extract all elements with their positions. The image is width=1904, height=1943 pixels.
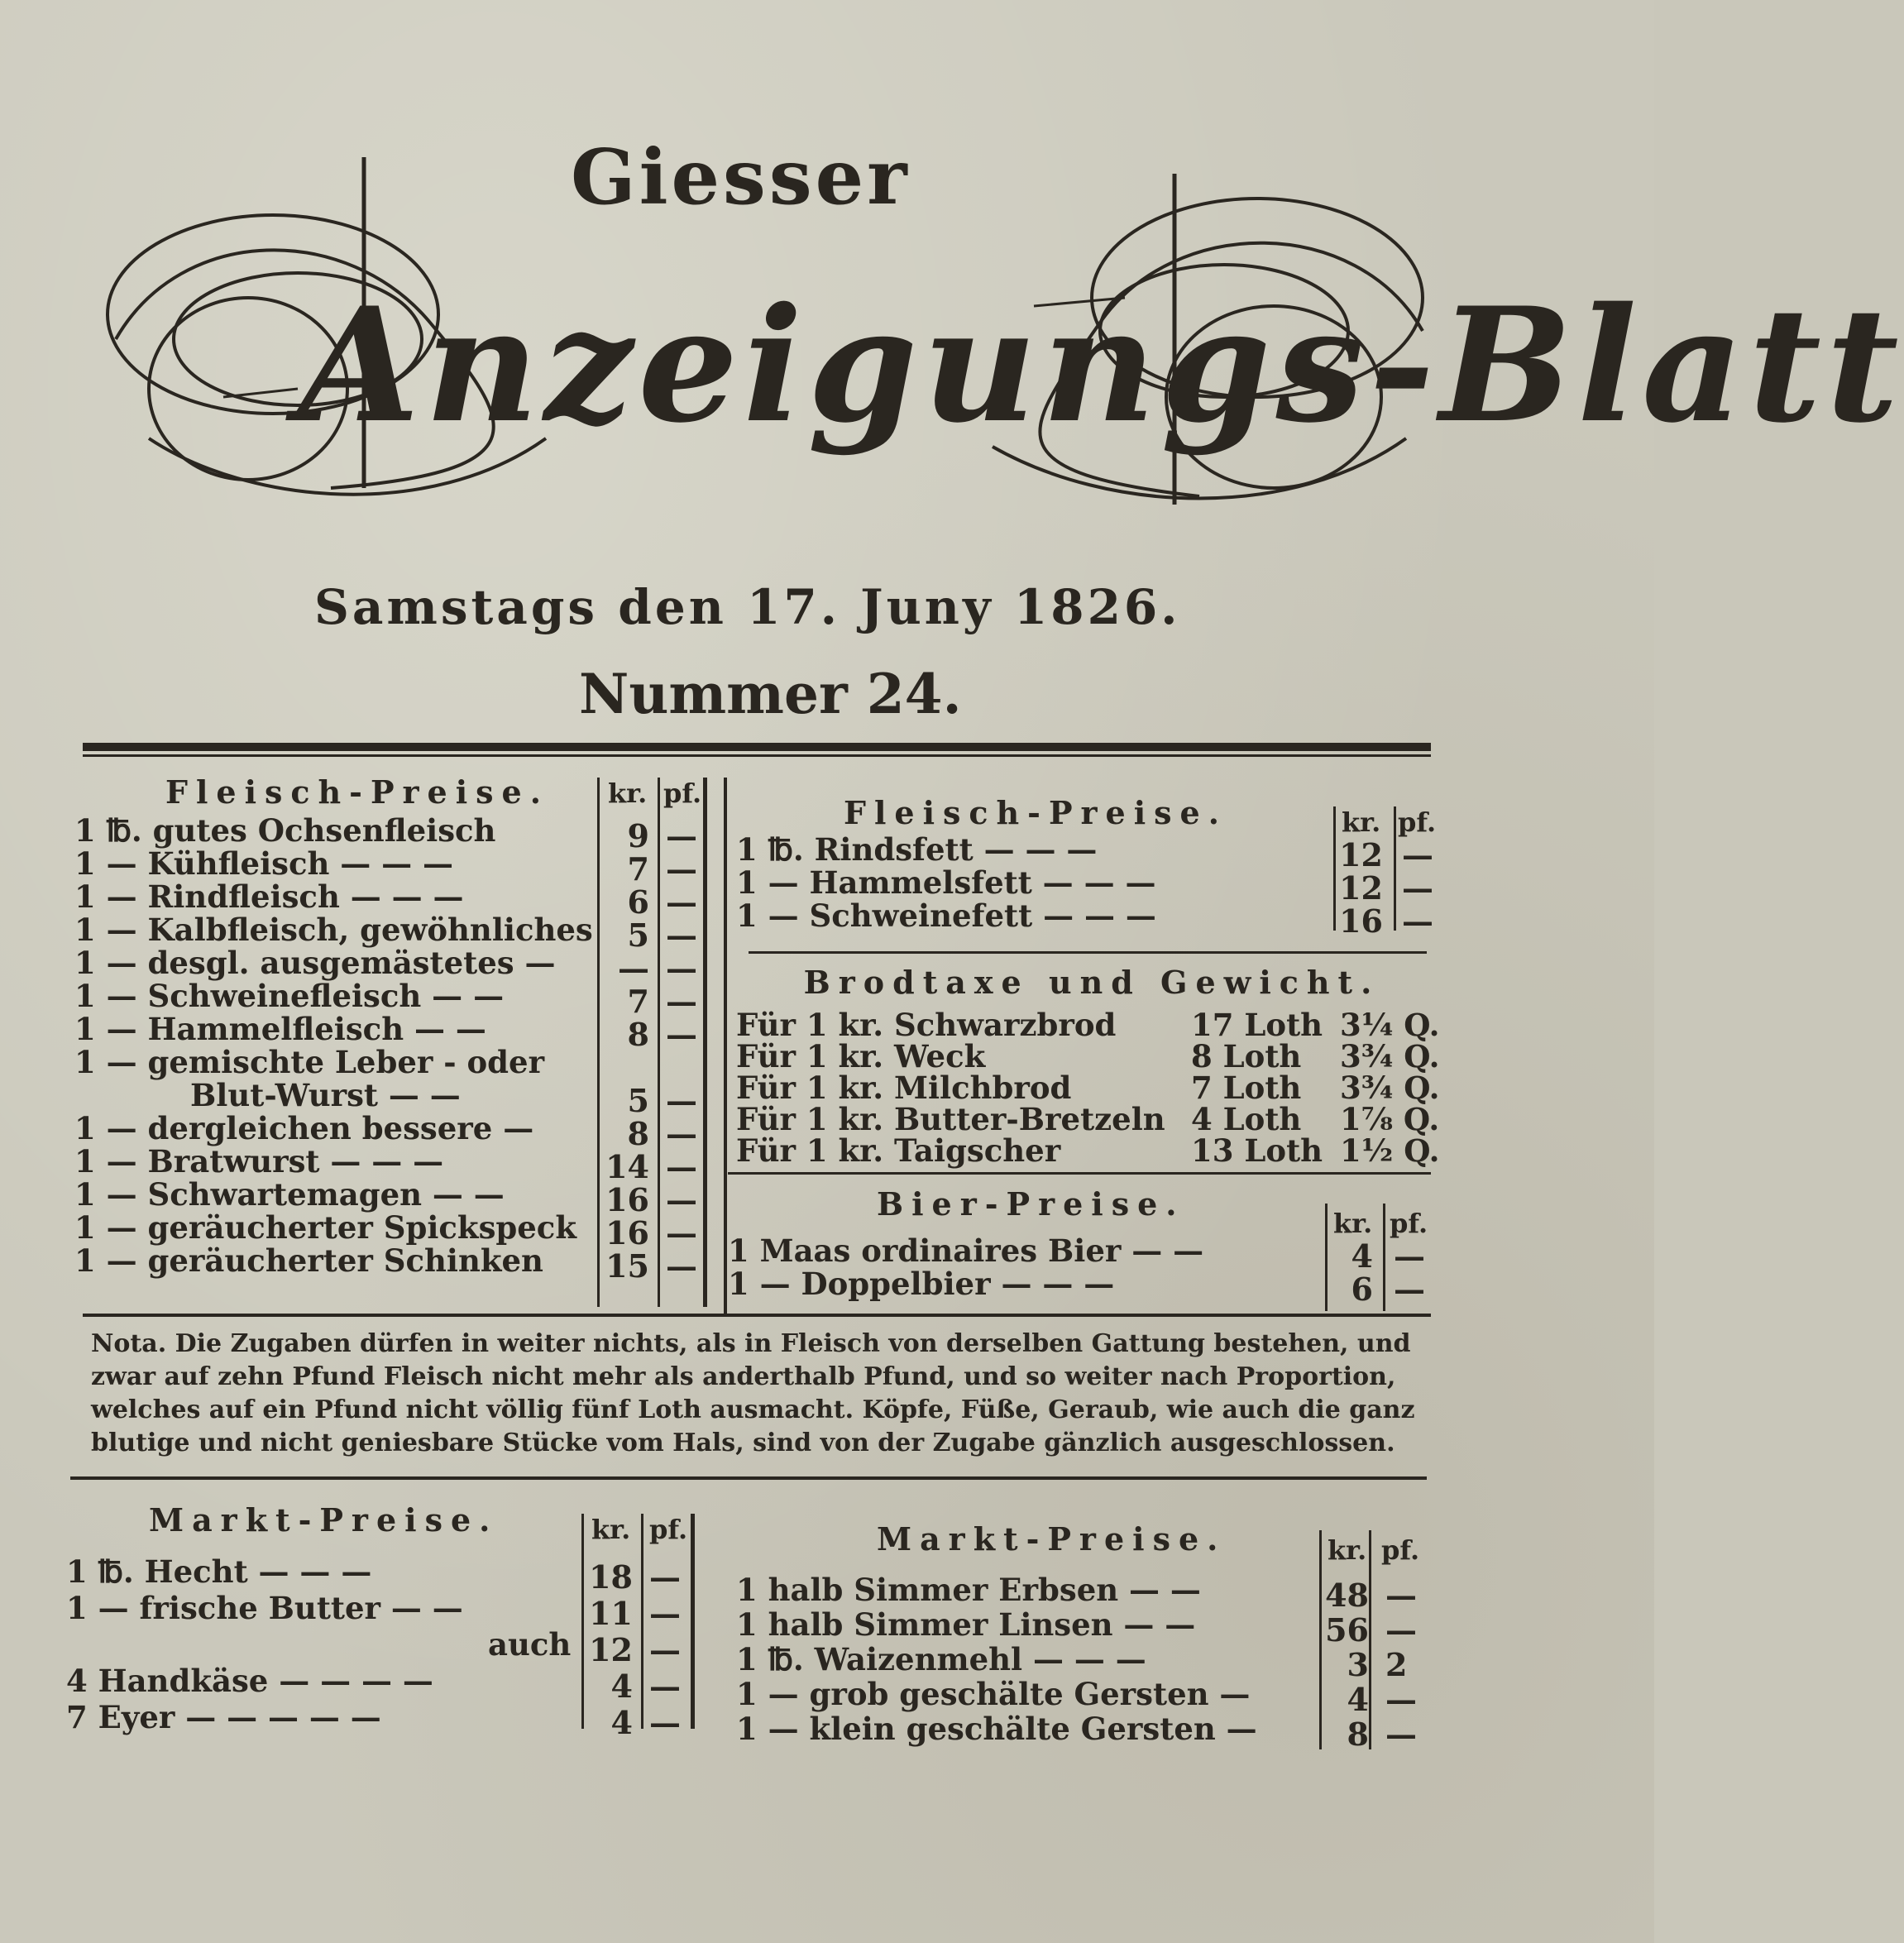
row-pf: — (649, 1668, 681, 1705)
row-label: 1 — klein geschälte Gersten — (736, 1711, 1257, 1747)
row-kr: 6 (627, 883, 649, 921)
top-rule-thin (83, 754, 1431, 757)
row-label: Für 1 kr. Butter-Bretzeln (736, 1101, 1165, 1137)
markt-left-kr-header: kr. (591, 1514, 631, 1545)
row-pf: — (666, 883, 697, 921)
left-vline-2 (658, 778, 660, 1307)
row-label: 1 ℔. Waizenmehl — — — (736, 1641, 1146, 1677)
row-label: Für 1 kr. Weck (736, 1038, 986, 1074)
row-kr: 8 (1347, 1716, 1369, 1753)
row-pf: — (666, 1115, 697, 1152)
row-weight: 17 Loth (1191, 1007, 1323, 1043)
row-label: 1 — Doppelbier — — — (728, 1266, 1115, 1302)
row-weight: 4 Loth (1191, 1101, 1302, 1137)
row-label: 7 Eyer — — — — — (66, 1699, 381, 1735)
row-pf: — (666, 850, 697, 888)
row-pf: — (1385, 1611, 1417, 1649)
row-label: Blut-Wurst — — (190, 1077, 461, 1113)
markt-right-kr-header: kr. (1328, 1534, 1367, 1566)
left-pf-header: pf. (663, 778, 702, 809)
row-label: 1 — dergleichen bessere — (74, 1110, 534, 1146)
row-kr: 7 (627, 983, 649, 1020)
row-pf: — (1394, 1237, 1425, 1275)
row-pf: — (1385, 1681, 1417, 1718)
row-kr: 5 (627, 1082, 649, 1119)
row-label: 1 ℔. gutes Ochsenfleisch (74, 812, 496, 849)
row-label: 1 — Schwartemagen — — (74, 1176, 505, 1213)
lower-rule (70, 1476, 1427, 1480)
masthead-line1: Giesser (571, 132, 911, 222)
row-pf: — (1385, 1577, 1417, 1614)
markt-left-pf-header: pf. (649, 1514, 688, 1545)
row-quentchen: 3¾ Q. (1340, 1070, 1440, 1106)
row-label: 1 ℔. Rindsfett — — — (736, 831, 1098, 868)
row-kr: 6 (1351, 1271, 1373, 1308)
row-kr: 12 (1339, 836, 1383, 873)
markt-left-vline-3 (691, 1514, 695, 1729)
row-kr: 12 (1339, 869, 1383, 907)
left-fleisch-heading: Fleisch-Preise. (165, 773, 549, 811)
row-kr: 48 (1325, 1577, 1369, 1614)
brodtaxe-rule (749, 951, 1427, 954)
row-kr: 4 (610, 1704, 633, 1741)
mid-rule (83, 1314, 1431, 1317)
row-label: 1 halb Simmer Linsen — — (736, 1606, 1196, 1643)
row-label: 1 — Hammelsfett — — — (736, 864, 1156, 901)
markt-right-heading: Markt-Preise. (877, 1520, 1227, 1558)
row-pf: — (1402, 836, 1433, 873)
row-kr: 12 (589, 1631, 633, 1668)
row-pf: — (666, 1082, 697, 1119)
nota-text: Die Zugaben dürfen in weiter nichts, als in Fleisch von derselben Gattung bestehen, und zwar auf zehn Pfund Fleisch nicht mehr als anderthalb Pfund, und so weiter nach Proportion, welches auf ein Pfund nicht völlig fünf Loth ausmacht. Köpfe, Füße, Geraub, wie auch die ganz blutige und nicht geniesbare Stücke vom Hals, sind von der Zugabe gänzlich ausgeschlossen. (91, 1329, 1415, 1457)
bier-pf-header: pf. (1390, 1208, 1428, 1239)
row-kr: 4 (610, 1668, 633, 1705)
row-pf: 2 (1385, 1646, 1408, 1683)
row-kr: 56 (1325, 1611, 1369, 1649)
row-label: 1 — Rindfleisch — — — (74, 878, 464, 915)
row-weight: 7 Loth (1191, 1070, 1302, 1106)
right-kr-header: kr. (1342, 806, 1381, 838)
row-kr: 5 (627, 916, 649, 954)
issue-number: Nummer 24. (579, 662, 962, 726)
row-quentchen: 3¼ Q. (1340, 1007, 1440, 1043)
row-label: 1 — desgl. ausgemästetes — (74, 945, 556, 981)
row-label: 4 Handkäse — — — — (66, 1663, 433, 1699)
right-top-vline-2 (1394, 806, 1396, 931)
row-quentchen: 1⅞ Q. (1340, 1101, 1440, 1137)
nota-label: Nota. (91, 1329, 167, 1358)
row-label: 1 — Bratwurst — — — (74, 1143, 444, 1180)
row-pf: — (1402, 902, 1433, 940)
right-pf-header: pf. (1398, 806, 1437, 838)
markt-left-vline-2 (641, 1514, 643, 1729)
left-vline-3 (703, 778, 707, 1307)
markt-right-pf-header: pf. (1381, 1534, 1420, 1566)
row-label: Für 1 kr. Milchbrod (736, 1070, 1072, 1106)
row-pf: — (666, 1148, 697, 1185)
center-divider (724, 778, 727, 1315)
row-pf: — (666, 950, 697, 987)
row-kr: 7 (627, 850, 649, 888)
row-label: 1 — geräucherter Schinken (74, 1242, 543, 1279)
row-label: 1 — geräucherter Spickspeck (74, 1209, 576, 1246)
row-pf: — (666, 817, 697, 854)
masthead-title: Anzeigungs-Blatt (298, 273, 1904, 457)
row-pf: — (1385, 1716, 1417, 1753)
left-kr-header: kr. (608, 778, 648, 809)
row-pf: — (649, 1558, 681, 1596)
nota-paragraph (91, 1328, 1431, 1460)
bier-rule (728, 1172, 1431, 1175)
row-pf: — (649, 1595, 681, 1632)
row-pf: — (649, 1631, 681, 1668)
row-quentchen: 1½ Q. (1340, 1132, 1440, 1169)
row-kr: 4 (1351, 1237, 1373, 1275)
row-pf: — (649, 1704, 681, 1741)
row-pf: — (666, 983, 697, 1020)
right-fleisch-heading: Fleisch-Preise. (844, 794, 1227, 831)
row-weight: 13 Loth (1191, 1132, 1323, 1169)
row-kr: 9 (627, 817, 649, 854)
row-label: Für 1 kr. Schwarzbrod (736, 1007, 1117, 1043)
row-pf: — (1394, 1271, 1425, 1308)
row-pf: — (666, 1181, 697, 1218)
row-kr: 8 (627, 1016, 649, 1053)
row-pf: — (666, 1247, 697, 1285)
row-kr: 4 (1347, 1681, 1369, 1718)
row-label: 1 — Schweinefett — — — (736, 897, 1156, 934)
top-rule (83, 743, 1431, 751)
row-kr: 16 (605, 1181, 649, 1218)
row-pf: — (666, 1016, 697, 1053)
row-label: 1 — Hammelfleisch — — (74, 1011, 486, 1047)
row-label: Für 1 kr. Taigscher (736, 1132, 1061, 1169)
markt-left-heading: Markt-Preise. (149, 1501, 499, 1539)
row-pf: — (666, 1214, 697, 1251)
row-label: 1 ℔. Hecht — — — (66, 1553, 372, 1590)
row-pf: — (666, 916, 697, 954)
row-label: 1 halb Simmer Erbsen — — (736, 1572, 1201, 1608)
row-label: auch (488, 1626, 572, 1663)
row-label: 1 — Kühfleisch — — — (74, 845, 454, 882)
row-kr: 18 (589, 1558, 633, 1596)
markt-right-vline-2 (1369, 1530, 1371, 1749)
brodtaxe-heading: Brodtaxe und Gewicht. (803, 964, 1380, 1001)
bier-kr-header: kr. (1333, 1208, 1373, 1239)
row-label: 1 — gemischte Leber - oder (74, 1044, 545, 1080)
row-weight: 8 Loth (1191, 1038, 1302, 1074)
row-kr: 14 (605, 1148, 649, 1185)
row-label: 1 — Kalbfleisch, gewöhnliches (74, 912, 593, 948)
row-label: 1 — Schweinefleisch — — (74, 978, 505, 1014)
row-kr: 15 (605, 1247, 649, 1285)
row-kr: 11 (589, 1595, 633, 1632)
row-quentchen: 3¾ Q. (1340, 1038, 1440, 1074)
row-kr: 16 (1339, 902, 1383, 940)
row-label: 1 — frische Butter — — (66, 1590, 463, 1626)
row-label: 1 Maas ordinaires Bier — — (728, 1232, 1204, 1269)
row-kr: 3 (1347, 1646, 1369, 1683)
row-label: 1 — grob geschälte Gersten — (736, 1676, 1251, 1712)
row-kr: 8 (627, 1115, 649, 1152)
row-kr: 16 (605, 1214, 649, 1251)
row-pf: — (1402, 869, 1433, 907)
row-kr: — (618, 950, 649, 987)
bier-vline-2 (1383, 1204, 1385, 1311)
dateline: Samstags den 17. Juny 1826. (314, 579, 1181, 635)
bier-heading: Bier-Preise. (877, 1185, 1185, 1223)
